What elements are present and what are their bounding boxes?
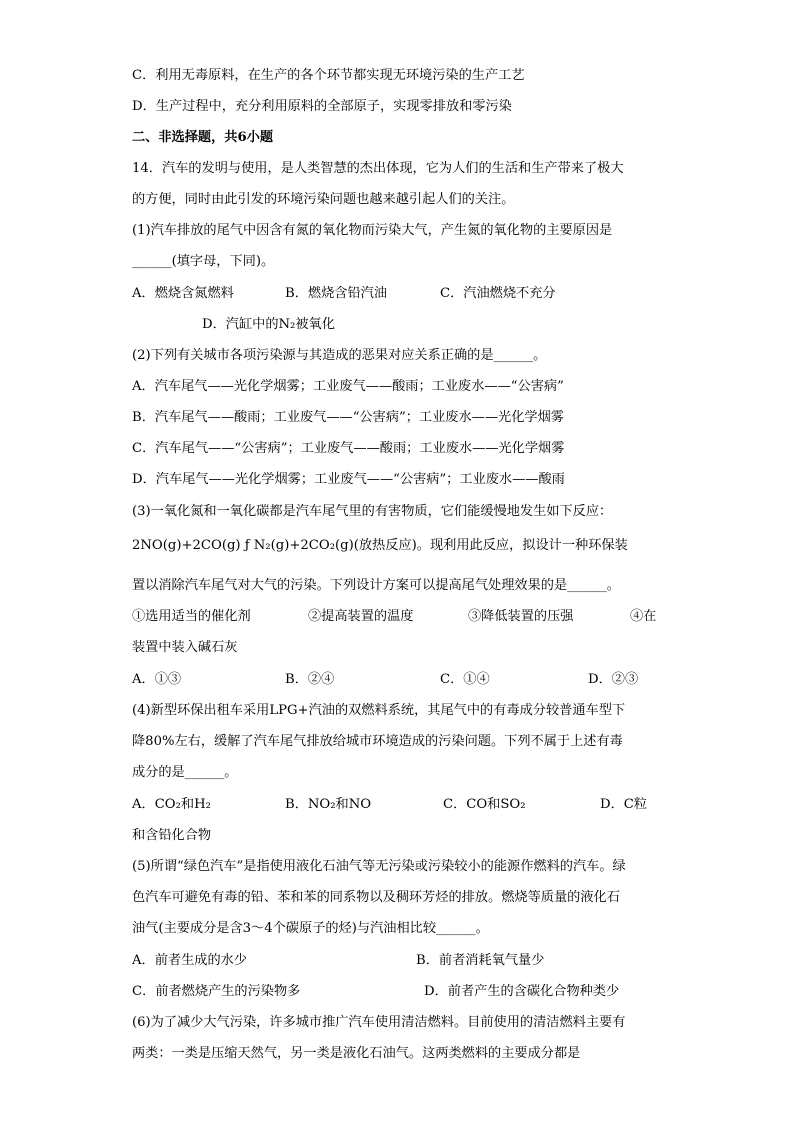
q14-part4-question: (4)新型环保出租车采用LPG+汽油的双燃料系统，其尾气中的有毒成分较普通车型下 <box>132 703 626 718</box>
q14-part5-option-d: D．前者产生的含碳化合物种类少 <box>424 984 620 999</box>
q14-part4-option-d-cont: 和含铅化合物 <box>132 828 212 843</box>
q14-part1-question: (1)汽车排放的尾气中因含有氮的氧化物而污染大气，产生氮的氧化物的主要原因是 <box>132 223 613 238</box>
q14-part4-option-b: B．NO₂和NO <box>285 797 372 812</box>
q14-part3-option-b: B．②④ <box>285 672 335 687</box>
q14-part3-item-4: ④在 <box>630 609 657 624</box>
q14-part3-option-c: C．①④ <box>440 672 490 687</box>
q14-part6-question-cont: 两类：一类是压缩天然气，另一类是液化石油气。这两类燃料的主要成分都是 <box>132 1046 581 1061</box>
q14-part4-option-a: A．CO₂和H₂ <box>132 797 211 812</box>
section-heading: 二、非选择题，共6小题 <box>132 130 274 145</box>
q14-part5-option-b: B．前者消耗氧气量少 <box>416 953 545 968</box>
q14-part5-question: (5)所谓“绿色汽车”是指使用液化石油气等无污染或污染较小的能源作燃料的汽车。绿 <box>132 859 626 874</box>
q14-part2-option-a: A．汽车尾气——光化学烟雾；工业废气——酸雨；工业废水——“公害病” <box>132 379 564 394</box>
q14-part3-item-4-cont: 装置中装入碱石灰 <box>132 640 238 655</box>
q14-part3-question-cont: 置以消除汽车尾气对大气的污染。下列设计方案可以提高尾气处理效果的是______。 <box>132 578 620 593</box>
q14-part1-option-c: C．汽油燃烧不充分 <box>440 286 556 301</box>
q14-part6-question: (6)为了减少大气污染，许多城市推广汽车使用清洁燃料。目前使用的清洁燃料主要有 <box>132 1015 626 1030</box>
q14-stem-line-1: 14．汽车的发明与使用，是人类智慧的杰出体现，它为人们的生活和生产带来了极大 <box>132 161 624 176</box>
q14-part2-option-c: C．汽车尾气——“公害病”；工业废气——酸雨；工业废水——光化学烟雾 <box>132 441 565 456</box>
q14-part5-question-cont: 色汽车可避免有毒的铅、苯和苯的同系物以及稠环芳烃的排放。燃烧等质量的液化石 <box>132 890 620 905</box>
q14-part3-option-d: D．②③ <box>588 672 639 687</box>
q14-part1-option-d: D．汽缸中的N₂被氧化 <box>202 317 335 332</box>
q14-part5-option-c: C．前者燃烧产生的污染物多 <box>132 984 301 999</box>
q14-part3-option-a: A．①③ <box>132 672 182 687</box>
q14-part4-option-c: C．CO和SO₂ <box>443 797 526 812</box>
q14-part5-option-a: A．前者生成的水少 <box>132 953 248 968</box>
q14-part4-question-cont: 降80%左右，缓解了汽车尾气排放给城市环境造成的污染问题。下列不属于上述有毒 <box>132 734 623 749</box>
prev-option-d: D．生产过程中，充分利用原料的全部原子，实现零排放和零污染 <box>132 99 512 114</box>
q14-part2-option-b: B．汽车尾气——酸雨；工业废气——“公害病”；工业废水——光化学烟雾 <box>132 410 564 425</box>
q14-part4-option-d: D．C粒 <box>600 797 648 812</box>
q14-part4-question-end: 成分的是______。 <box>132 765 238 780</box>
q14-part1-option-a: A．燃烧含氮燃料 <box>132 286 234 301</box>
prev-option-c: C．利用无毒原料，在生产的各个环节都实现无环境污染的生产工艺 <box>132 68 525 83</box>
q14-part3-question: (3)一氧化氮和一氧化碳都是汽车尾气里的有害物质，它们能缓慢地发生如下反应： <box>132 504 613 519</box>
q14-stem-line-2: 的方便，同时由此引发的环境污染问题也越来越引起人们的关注。 <box>132 192 515 207</box>
q14-part1-option-b: B．燃烧含铅汽油 <box>285 286 388 301</box>
q14-part3-item-3: ③降低装置的压强 <box>468 609 574 624</box>
q14-part5-question-end: 油气(主要成分是含3～4个碳原子的烃)与汽油相比较______。 <box>132 921 489 936</box>
q14-part2-option-d: D．汽车尾气——光化学烟雾；工业废气——“公害病”；工业废水——酸雨 <box>132 472 565 487</box>
q14-part3-equation: 2NO(g)+2CO(g) ƒ N₂(g)+2CO₂(g)(放热反应)。现利用此反应，拟设计一种环保装 <box>132 538 628 553</box>
q14-part3-item-2: ②提高装置的温度 <box>308 609 414 624</box>
q14-part2-question: (2)下列有关城市各项污染源与其造成的恶果对应关系正确的是______。 <box>132 348 547 363</box>
q14-part3-item-1: ①选用适当的催化剂 <box>132 609 251 624</box>
q14-part1-question-cont: ______(填字母，下同)。 <box>132 254 275 269</box>
